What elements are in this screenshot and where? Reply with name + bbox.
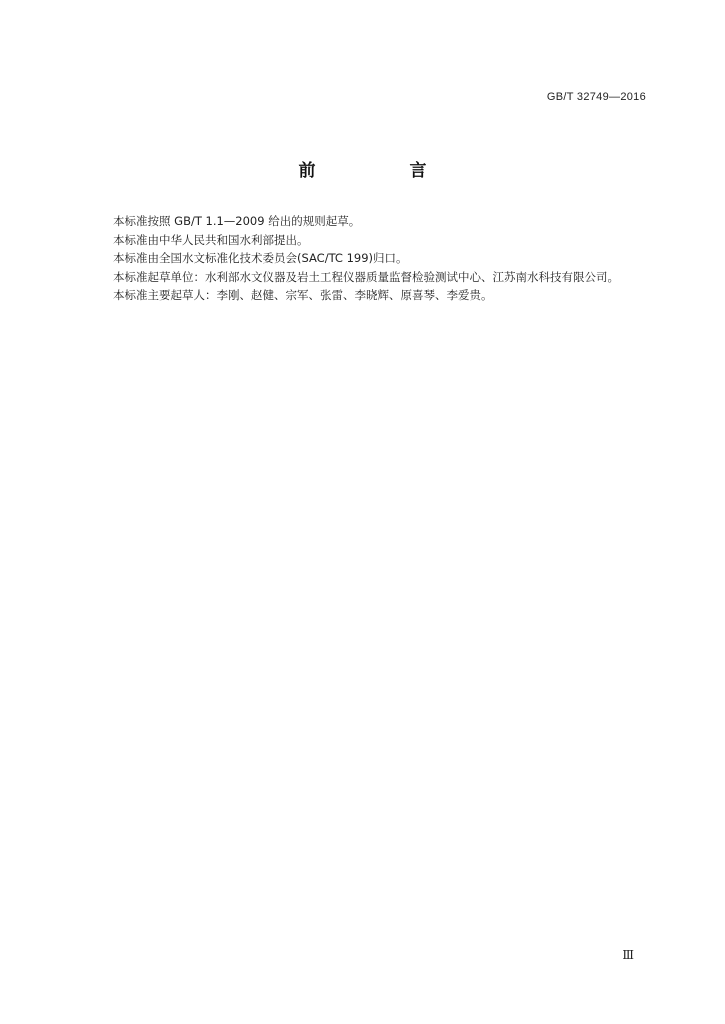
paragraph-proposer: 本标准由中华人民共和国水利部提出。 bbox=[113, 232, 309, 247]
paragraph-drafting-rules: 本标准按照 GB/T 1.1—2009 给出的规则起草。 bbox=[113, 214, 361, 228]
standard-code: GB/T 32749—2016 bbox=[546, 91, 646, 103]
paragraph-drafters: 本标准主要起草人：李刚、赵健、宗军、张雷、李晓辉、原喜琴、李爱贵。 bbox=[113, 288, 493, 302]
foreword-body bbox=[90, 212, 646, 305]
page-number: Ⅲ bbox=[622, 948, 634, 962]
section-title: 前 言 bbox=[298, 161, 471, 181]
paragraph-drafting-units: 本标准起草单位：水利部水文仪器及岩土工程仪器质量监督检验测试中心、江苏南水科技有限公司。 bbox=[113, 269, 619, 284]
paragraph-committee: 本标准由全国水文标准化技术委员会(SAC/TC 199)归口。 bbox=[113, 251, 408, 265]
